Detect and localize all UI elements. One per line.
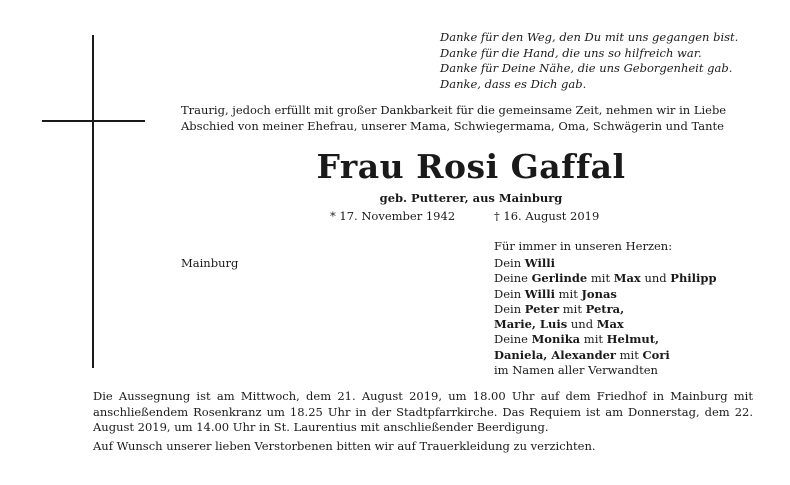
forever-heading: Für immer in unseren Herzen: <box>494 239 673 253</box>
death-date: † 16. August 2019 <box>494 209 600 223</box>
birth-date: * 17. November 1942 <box>330 209 456 223</box>
family-line: Dein Willi <box>494 256 555 270</box>
poem-line: Danke für Deine Nähe, die uns Geborgenheit gab. <box>440 61 733 75</box>
family-line: Deine Monika mit Helmut, <box>494 332 660 347</box>
family-list <box>494 256 717 378</box>
poem-line: Danke für den Weg, den Du mit uns gegangen bist. <box>440 30 739 44</box>
intro-line: Abschied von meiner Ehefrau, unserer Mama, Schwiegermama, Oma, Schwägerin und Tante <box>181 118 724 133</box>
poem <box>440 30 780 92</box>
poem-line: Danke, dass es Dich gab. <box>440 76 587 91</box>
family-line: Deine Gerlinde mit Max und Philipp <box>494 271 717 286</box>
family-line: Marie, Luis und Max <box>494 317 624 332</box>
dress-note: Auf Wunsch unserer lieben Verstorbenen bitten wir auf Trauerkleidung zu verzichten. <box>93 439 596 453</box>
family-line: Dein Peter mit Petra, <box>494 301 625 316</box>
ceremony-notice: Die Aussegnung ist am Mittwoch, dem 21. August 2019, um 18.00 Uhr auf dem Friedhof in Mainburg mit anschließendem Rosenkranz um 18.25 Uhr in der Stadtpfarrkirche. Das Requiem ist am Donnerstag, dem 22. August 2019, um 14.00 Uhr in St. Laurentius mit anschließender Beerdigung. <box>93 389 753 434</box>
poem-line: Danke für die Hand, die uns so hilfreich war. <box>440 45 702 60</box>
place: Mainburg <box>181 256 239 270</box>
deceased-name: Frau Rosi Gaffal <box>316 147 626 186</box>
cross-icon <box>92 35 94 368</box>
intro-line: Traurig, jedoch erfüllt mit großer Dankbarkeit für die gemeinsame Zeit, nehmen wir in Liebe <box>181 103 727 117</box>
intro-text <box>181 103 761 134</box>
family-line: Daniela, Alexander mit Cori <box>494 347 670 362</box>
cross-icon-bar <box>42 120 145 122</box>
family-line: Dein Willi mit Jonas <box>494 286 617 301</box>
family-closing: im Namen aller Verwandten <box>494 363 658 378</box>
birth-name: geb. Putterer, aus Mainburg <box>379 191 563 205</box>
